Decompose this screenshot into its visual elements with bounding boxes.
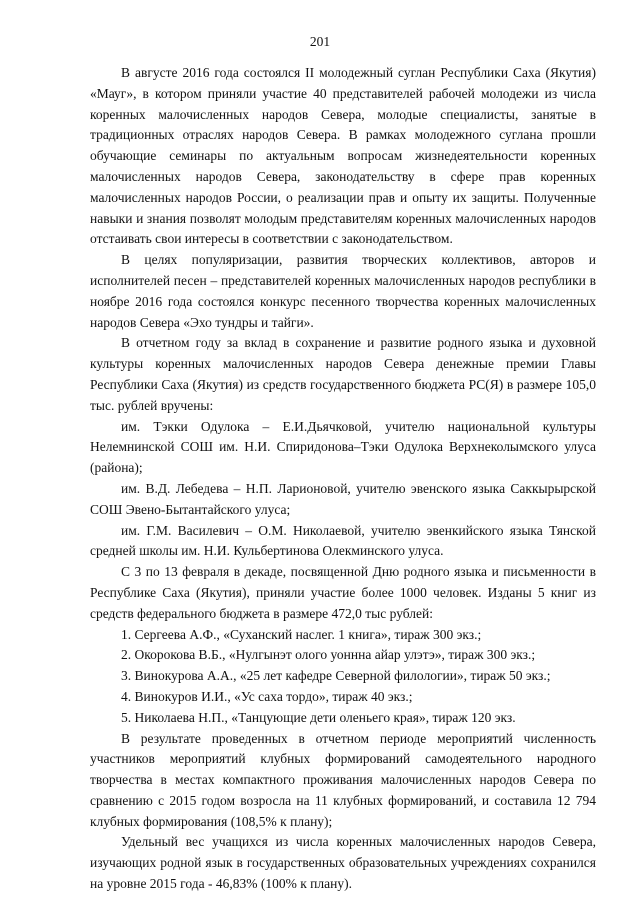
paragraph-award-odulok: им. Тэкки Одулока – Е.И.Дьячковой, учителю национальной культуры Нелемнинской СОШ им. Н.И. Спиридонова–Тэки Одулока Верхнеколымского улуса (района); (90, 418, 596, 476)
paragraph-awards-intro: В отчетном году за вклад в сохранение и развитие родного языка и духовной культуры коренных малочисленных народов Севера денежные премии Главы Республики Саха (Якутия) из средств государственного бюджета РС(Я) в размере 105,0 тыс. рублей вручены: (90, 335, 596, 413)
paragraph-youth-suglan: В августе 2016 года состоялся II молодежный суглан Республики Саха (Якутия) «Мауг», в котором приняли участие 40 представителей рабочей молодежи из числа коренных малочисленных народов Севера, молодые специалисты, занятые в традиционных отраслях народов Севера. В рамках молодежного суглана прошли обучающие семинары по актуальным вопросам жизнедеятельности коренных малочисленных народов Севера, законодательству в сфере прав коренных малочисленных народов России, о реализации прав и опыту их защиты. Полученные навыки и знания позволят молодым представителям коренных малочисленных народов отстаивать свои интересы в соответствии с законодательством. (90, 65, 596, 247)
page-number: 201 (309, 34, 331, 49)
book-list-item: 3. Винокурова А.А., «25 лет кафедре Северной филологии», тираж 50 экз.; (121, 668, 551, 684)
paragraph-award-vasilevich: им. Г.М. Василевич – О.М. Николаевой, учителю эвенкийского языка Тянской средней школы им. Н.И. Кульбертинова Олекминского улуса. (90, 522, 596, 559)
paragraph-song-contest: В целях популяризации, развития творческих коллективов, авторов и исполнителей песен – представителей коренных малочисленных народов республики в ноябре 2016 года состоялся конкурс песенного творчества коренных малочисленных народов Севера «Эхо тундры и тайги». (90, 252, 596, 330)
paragraph-language-decade: С 3 по 13 февраля в декаде, посвященной Дню родного языка и письменности в Республике Саха (Якутия), приняли участие более 1000 человек. Изданы 5 книг из средств федерального бюджета в размере 472,0 тыс рублей: (90, 564, 596, 621)
book-list-item: 4. Винокуров И.И., «Ус саха тордо», тираж 40 экз.; (121, 688, 413, 704)
book-list-item: 5. Николаева Н.П., «Танцующие дети оленьего края», тираж 120 экз. (121, 709, 516, 725)
document-body (90, 63, 596, 895)
paragraph-club-results: В результате проведенных в отчетном периоде мероприятий численность участников мероприятий клубных формирований самодеятельного народного творчества в местах компактного проживания малочисленных народов Севера по сравнению с 2015 годом возросла на 11 клубных формирований, и составила 12 794 клубных формирования (108,5% к плану); (90, 730, 596, 829)
book-list-item: 1. Сергеева А.Ф., «Суханский наслег. 1 книга», тираж 300 экз.; (121, 626, 482, 642)
paragraph-award-lebedev: им. В.Д. Лебедева – Н.П. Ларионовой, учителю эвенского языка Саккырырской СОШ Эвено-Бытантайского улуса; (90, 480, 596, 517)
paragraph-language-share: Удельный вес учащихся из числа коренных малочисленных народов Севера, изучающих родной язык в государственных образовательных учреждениях сохранился на уровне 2015 года - 46,83% (100% к плану). (90, 834, 596, 892)
book-list-item: 2. Окорокова В.Б., «Нулгынэт олого уоннна айар улэтэ», тираж 300 экз.; (121, 647, 536, 663)
